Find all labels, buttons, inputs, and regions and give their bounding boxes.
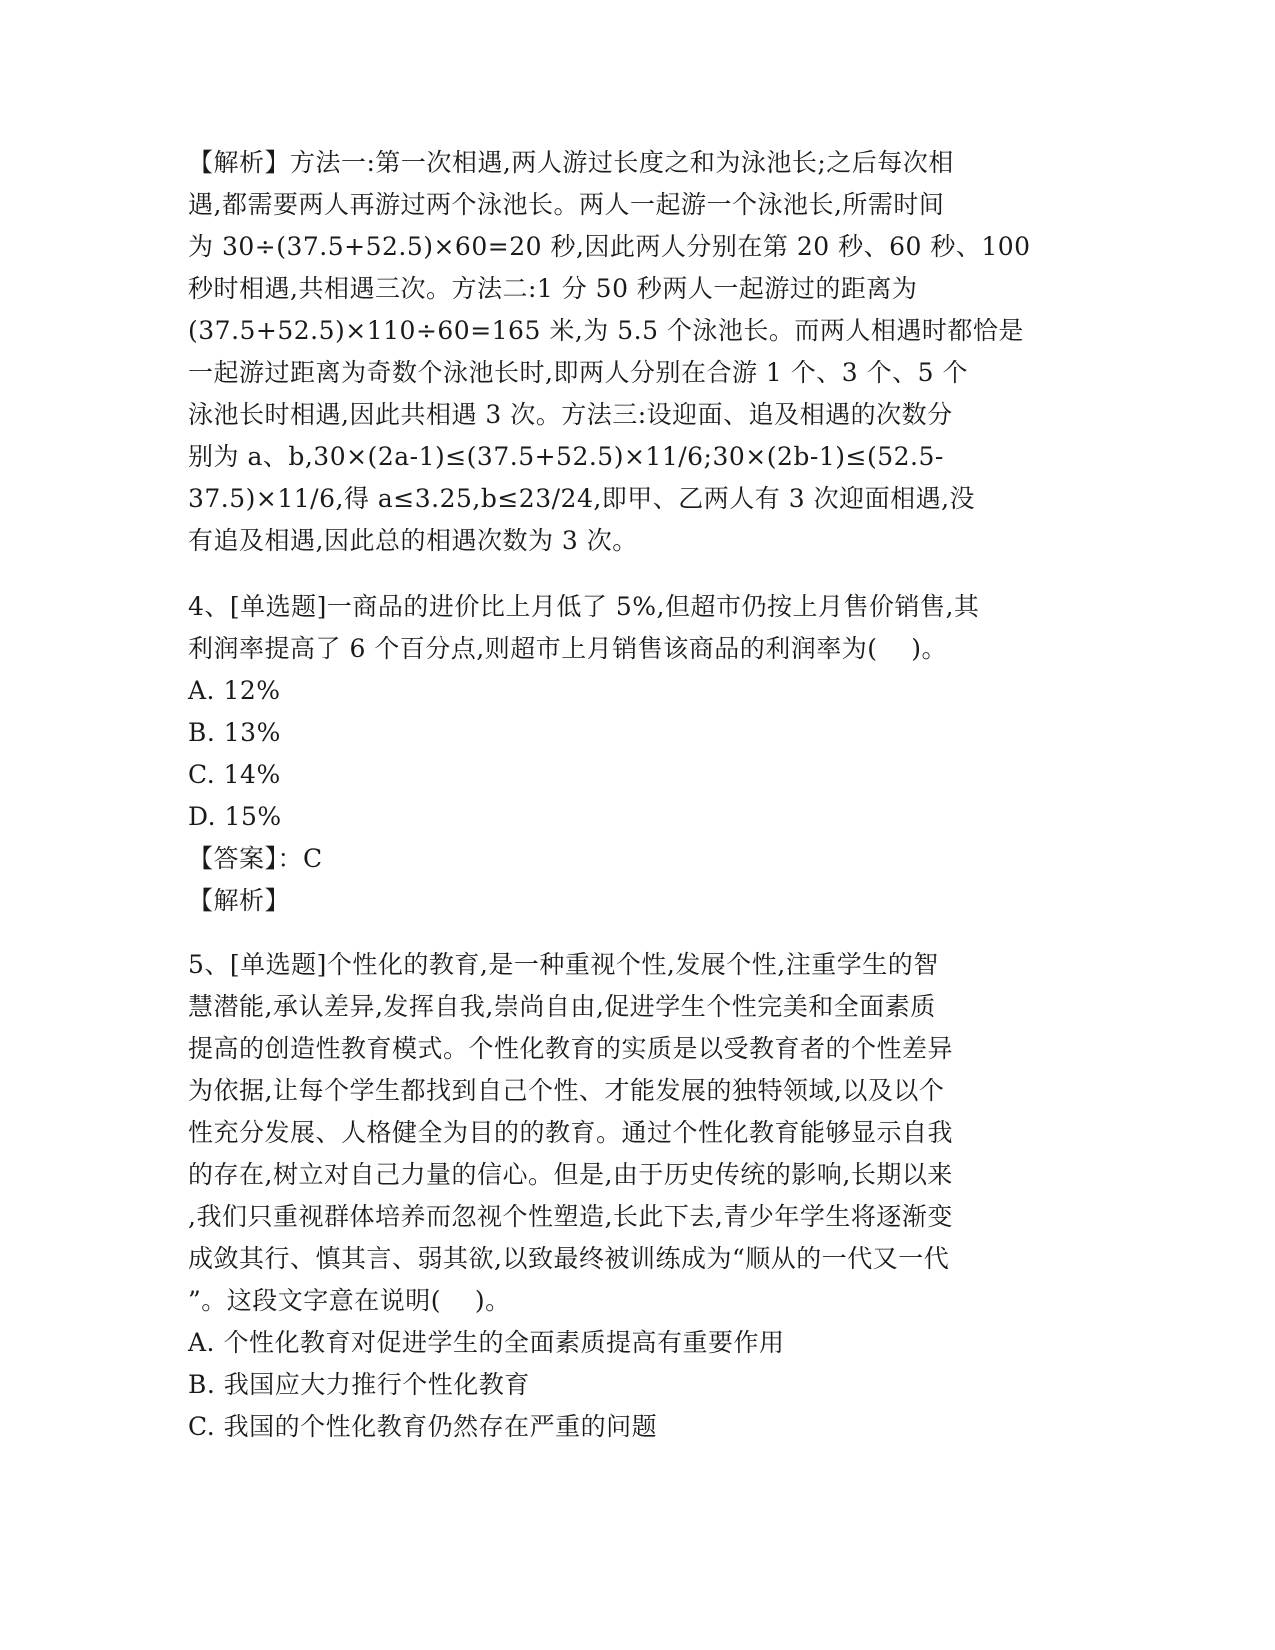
text-line: 泳池长时相遇,因此共相遇 3 次。方法三:设迎面、追及相遇的次数分	[188, 400, 953, 429]
option-c: C. 14%	[188, 760, 281, 789]
option-b: B. 我国应大力推行个性化教育	[188, 1370, 530, 1399]
option-a: A. 12%	[188, 676, 281, 705]
option-a: A. 个性化教育对促进学生的全面素质提高有重要作用	[188, 1328, 785, 1357]
analysis-label: 【解析】	[188, 886, 291, 915]
text-line: 为 30÷(37.5+52.5)×60=20 秒,因此两人分别在第 20 秒、60 秒、100	[188, 232, 1031, 261]
question-stem-line: 慧潜能,承认差异,发挥自我,崇尚自由,促进学生个性完美和全面素质	[188, 992, 936, 1021]
text-line: 别为 a、b,30×(2a-1)≤(37.5+52.5)×11/6;30×(2b-1)≤(52.5-	[188, 442, 944, 471]
text-line: 有追及相遇,因此总的相遇次数为 3 次。	[188, 526, 638, 555]
text-line: 一起游过距离为奇数个泳池长时,即两人分别在合游 1 个、3 个、5 个	[188, 358, 968, 387]
text-line: (37.5+52.5)×110÷60=165 米,为 5.5 个泳池长。而两人相遇时都恰是	[188, 316, 1024, 345]
option-b: B. 13%	[188, 718, 281, 747]
answer-label: 【答案】：C	[188, 844, 323, 873]
text-line: 遇,都需要两人再游过两个泳池长。两人一起游一个泳池长,所需时间	[188, 190, 945, 219]
text-line: 37.5)×11/6,得 a≤3.25,b≤23/24,即甲、乙两人有 3 次迎面相遇,没	[188, 484, 976, 513]
question-stem-line: 4、[单选题]一商品的进价比上月低了 5%,但超市仍按上月售价销售,其	[188, 592, 980, 621]
question-stem-line: 成敛其行、慎其言、弱其欲,以致最终被训练成为“顺从的一代又一代	[188, 1244, 950, 1273]
question-stem-line: 为依据,让每个学生都找到自己个性、才能发展的独特领域,以及以个	[188, 1076, 945, 1105]
question-stem-line: 的存在,树立对自己力量的信心。但是,由于历史传统的影响,长期以来	[188, 1160, 953, 1189]
question-stem-line: 提高的创造性教育模式。个性化教育的实质是以受教育者的个性差异	[188, 1034, 954, 1063]
option-c: C. 我国的个性化教育仍然存在严重的问题	[188, 1412, 658, 1441]
text-line: 【解析】方法一:第一次相遇,两人游过长度之和为泳池长;之后每次相	[188, 148, 954, 177]
question-stem-line: 5、[单选题]个性化的教育,是一种重视个性,发展个性,注重学生的智	[188, 950, 939, 979]
question-stem-line: ”。这段文字意在说明( )。	[188, 1286, 511, 1315]
question-stem-line: ,我们只重视群体培养而忽视个性塑造,长此下去,青少年学生将逐渐变	[188, 1202, 953, 1231]
option-d: D. 15%	[188, 802, 282, 831]
question-stem-line: 利润率提高了 6 个百分点,则超市上月销售该商品的利润率为( )。	[188, 634, 948, 663]
text-line: 秒时相遇,共相遇三次。方法二:1 分 50 秒两人一起游过的距离为	[188, 274, 918, 303]
question-stem-line: 性充分发展、人格健全为目的的教育。通过个性化教育能够显示自我	[188, 1118, 954, 1147]
